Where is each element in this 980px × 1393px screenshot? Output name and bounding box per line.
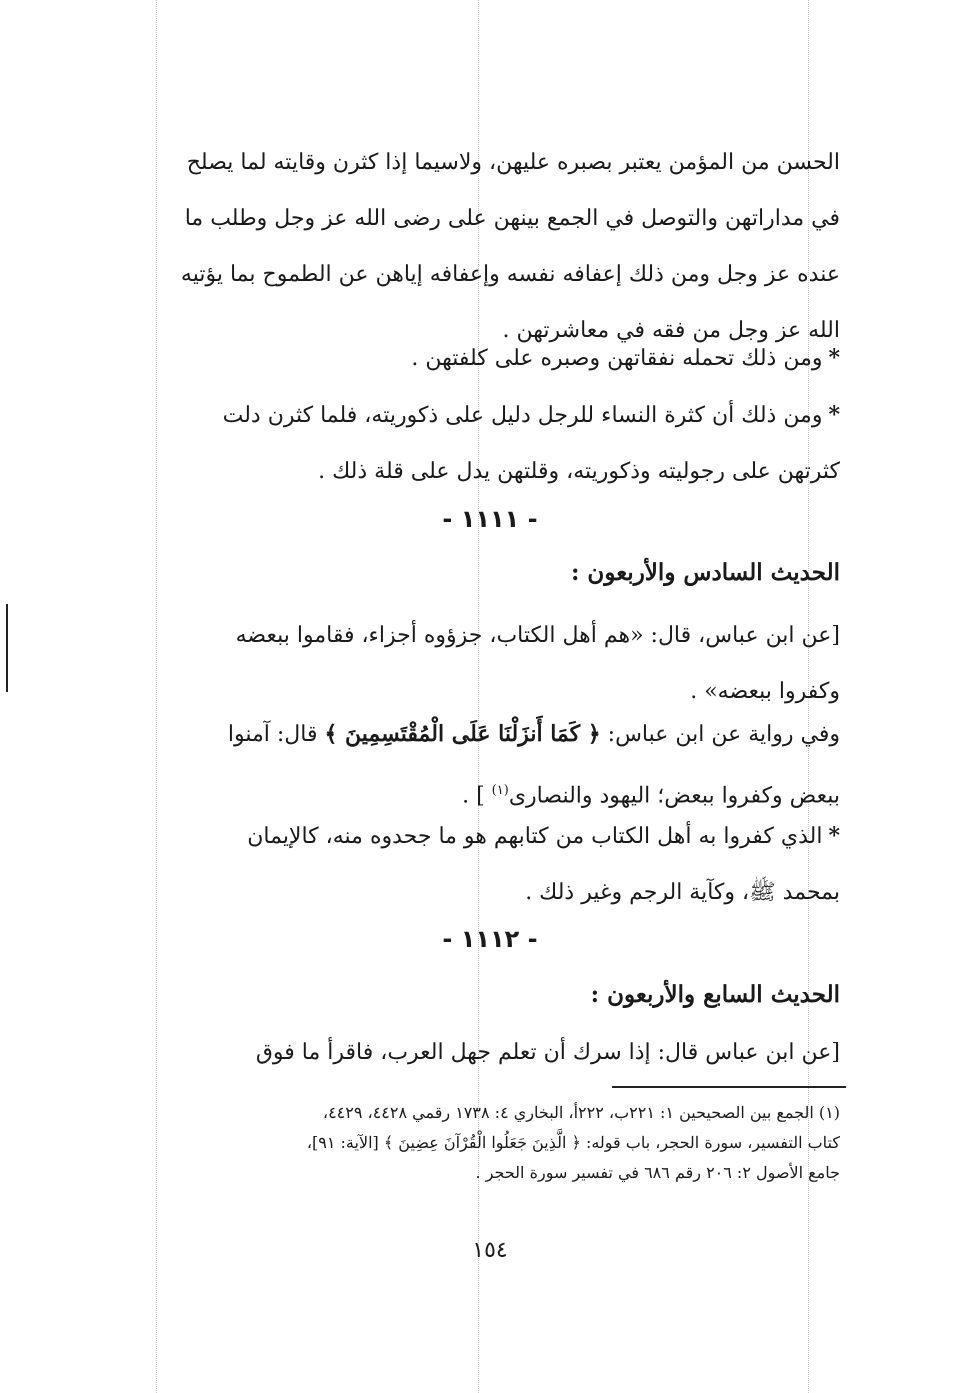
narration-text: وفي رواية عن ابن عباس: <box>600 722 840 747</box>
text-line <box>140 387 840 444</box>
quran-verse: ﴿ كَمَا أَنزَلْنَا عَلَى الْمُقْتَسِمِينَ ﴾ <box>324 721 601 747</box>
text-line: عنده عز وجل ومن ذلك إعفافه نفسه وإعفافه إياهن عن الطموح بما يؤتيه <box>180 262 840 287</box>
footnote-ref: (١) <box>491 783 509 798</box>
hadith-narration <box>140 706 840 824</box>
bullet-mark: * <box>828 402 840 428</box>
text-line: في مداراتهن والتوصل في الجمع بينهن على رضى الله عز وجل وطلب ما <box>184 206 840 231</box>
hadith-text <box>140 1025 840 1081</box>
footnote-line: كتاب التفسير، سورة الحجر، باب قوله: ﴿ الَّذِينَ جَعَلُوا الْقُرْآنَ عِضِينَ ﴾ [الآية: ٩١]، <box>306 1133 840 1152</box>
bullet-text: ومن ذلك تحمله نفقاتهن وصبره على كلفتهن . <box>411 346 823 371</box>
bullet-mark: * <box>828 823 840 849</box>
hadith-number: - ١١١١ - <box>442 505 538 533</box>
bullet-mark: * <box>828 345 840 371</box>
intro-paragraph <box>140 135 840 359</box>
hadith-text <box>140 608 840 720</box>
bullet-point <box>140 808 840 921</box>
bullet-text: الذي كفروا به أهل الكتاب من كتابهم هو ما جحدوه منه، كالإيمان <box>247 824 823 849</box>
hadith-number: - ١١١٢ - <box>442 925 538 953</box>
text-line: الحسن من المؤمن يعتبر بصبره عليهن، ولاسيما إذا كثرن وقايته لما يصلح <box>186 150 840 175</box>
text-line: وكفروا ببعضه» . <box>690 679 840 704</box>
scan-artifact-mark <box>6 604 8 692</box>
bullet-point <box>140 330 840 387</box>
bullet-point <box>140 387 840 500</box>
text-line: [عن ابن عباس، قال: «هم أهل الكتاب، جزؤوه أجزاء، فقاموا ببعضه <box>235 623 840 648</box>
hadith-heading: الحديث السادس والأربعون : <box>570 559 840 586</box>
bullet-text: ومن ذلك أن كثرة النساء للرجل دليل على ذكوريته، فلما كثرن دلت <box>222 403 823 428</box>
narration-text: قال: آمنوا <box>227 722 325 747</box>
footnote-divider <box>612 1086 846 1088</box>
footnote <box>140 1098 840 1188</box>
text-line <box>140 330 840 387</box>
text-line: بمحمد ﷺ، وكآية الرجم وغير ذلك . <box>525 880 840 905</box>
footnote-line: (١) الجمع بين الصحيحين ١: ٢٢١ب، ٢٢٢أ، البخاري ٤: ١٧٣٨ رقمي ٤٤٢٨، ٤٤٢٩، <box>322 1103 840 1122</box>
hadith-heading: الحديث السابع والأربعون : <box>590 981 840 1008</box>
page-number: ١٥٤ <box>472 1238 508 1263</box>
narration-text: ] . <box>462 783 492 809</box>
footnote-line: جامع الأصول ٢: ٢٠٦ رقم ٦٨٦ في تفسير سورة الحجر . <box>475 1163 840 1182</box>
text-line: كثرتهن على رجوليته وذكوريته، وقلتهن يدل على قلة ذلك . <box>318 459 840 484</box>
text-line: الله عز وجل من فقه في معاشرتهن . <box>502 318 840 343</box>
text-line: [عن ابن عباس قال: إذا سرك أن تعلم جهل العرب، فاقرأ ما فوق <box>255 1040 840 1065</box>
narration-text: ببعض وكفروا ببعض؛ اليهود والنصارى <box>508 783 840 809</box>
text-line <box>140 706 840 763</box>
text-line <box>140 808 840 865</box>
